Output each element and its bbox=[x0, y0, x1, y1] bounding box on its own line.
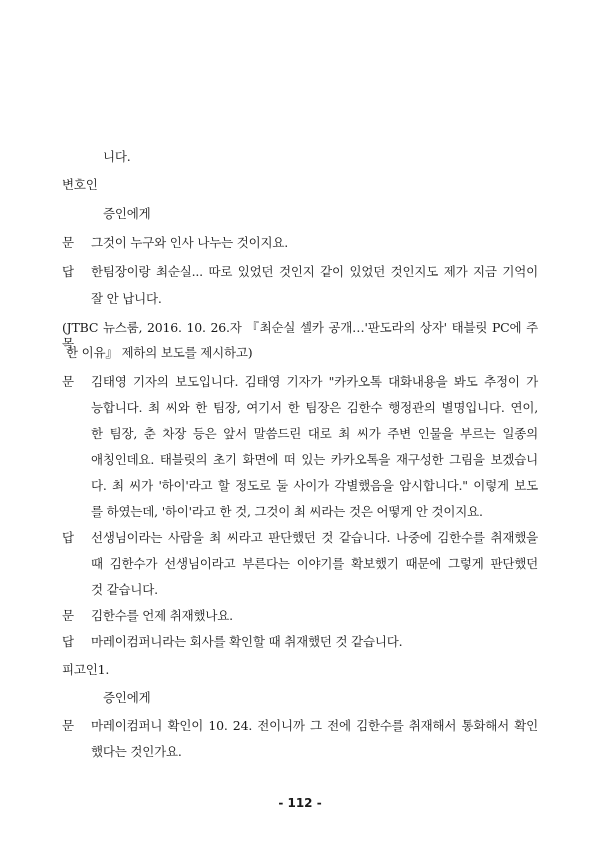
answer-text: 선생님이라는 사람을 최 씨라고 판단했던 것 같습니다. 나중에 김한수를 취재했을 bbox=[91, 530, 538, 545]
question-text: 그것이 누구와 인사 나누는 것이지요. bbox=[91, 235, 288, 250]
answer-tag: 답 bbox=[62, 264, 75, 279]
evidence-note: 한 이유』 제하의 보도를 제시하고) bbox=[66, 345, 253, 360]
addressee-label: 증인에게 bbox=[103, 206, 151, 221]
question-tag: 문 bbox=[62, 608, 75, 623]
question-text: 를 하였는데, '하이'라고 한 것, 그것이 최 씨라는 것은 어떻게 안 것이지요. bbox=[91, 504, 483, 519]
answer-text: 마레이컴퍼니라는 회사를 확인할 때 취재했던 것 같습니다. bbox=[91, 634, 403, 649]
question-text: 김한수를 언제 취재했나요. bbox=[91, 608, 233, 623]
question-text: 김태영 기자의 보도입니다. 김태영 기자가 "카카오톡 대화내용을 봐도 추정이 가 bbox=[91, 374, 538, 389]
question-tag: 문 bbox=[62, 235, 75, 250]
answer-text: 잘 안 납니다. bbox=[91, 291, 162, 306]
question-text: 애칭인데요. 태블릿의 초기 화면에 떠 있는 카카오톡을 재구성한 그림을 보겠습니 bbox=[91, 452, 538, 467]
page-number: - 112 - bbox=[278, 796, 322, 810]
answer-text: 한팀장이랑 최순실... 따로 있었던 것인지 같이 있었던 것인지도 제가 지금 기억이 bbox=[91, 264, 538, 279]
question-text: 한 팀장, 춘 차장 등은 앞서 말씀드린 대로 최 씨가 주변 인물을 부르는 일종의 bbox=[91, 426, 538, 441]
answer-text: 것 같습니다. bbox=[91, 582, 158, 597]
answer-tag: 답 bbox=[62, 634, 75, 649]
question-text: 했다는 것인가요. bbox=[91, 744, 182, 759]
answer-text: 때 김한수가 선생님이라고 부른다는 이야기를 확보했기 때문에 그렇게 판단했던 bbox=[91, 556, 538, 571]
text-line: 니다. bbox=[103, 149, 131, 164]
question-tag: 문 bbox=[62, 718, 75, 733]
question-text: 마레이컴퍼니 확인이 10. 24. 전이니까 그 전에 김한수를 취재해서 통화해서 확인 bbox=[91, 718, 538, 733]
evidence-note: (JTBC 뉴스룸, 2016. 10. 26.자 『최순실 셀카 공개…'판도라의 상자' 태블릿 PC에 주목 bbox=[62, 320, 538, 351]
speaker-label-defense: 변호인 bbox=[62, 177, 98, 192]
addressee-label: 증인에게 bbox=[103, 690, 151, 705]
question-text: 능합니다. 최 씨와 한 팀장, 여기서 한 팀장은 김한수 행정관의 별명입니다. 연이, bbox=[91, 400, 538, 415]
speaker-label-defendant: 피고인1. bbox=[62, 662, 110, 677]
question-tag: 문 bbox=[62, 374, 75, 389]
question-text: 다. 최 씨가 '하이'라고 할 정도로 둘 사이가 각별했음을 암시합니다." 이렇게 보도 bbox=[91, 478, 538, 493]
answer-tag: 답 bbox=[62, 530, 75, 545]
